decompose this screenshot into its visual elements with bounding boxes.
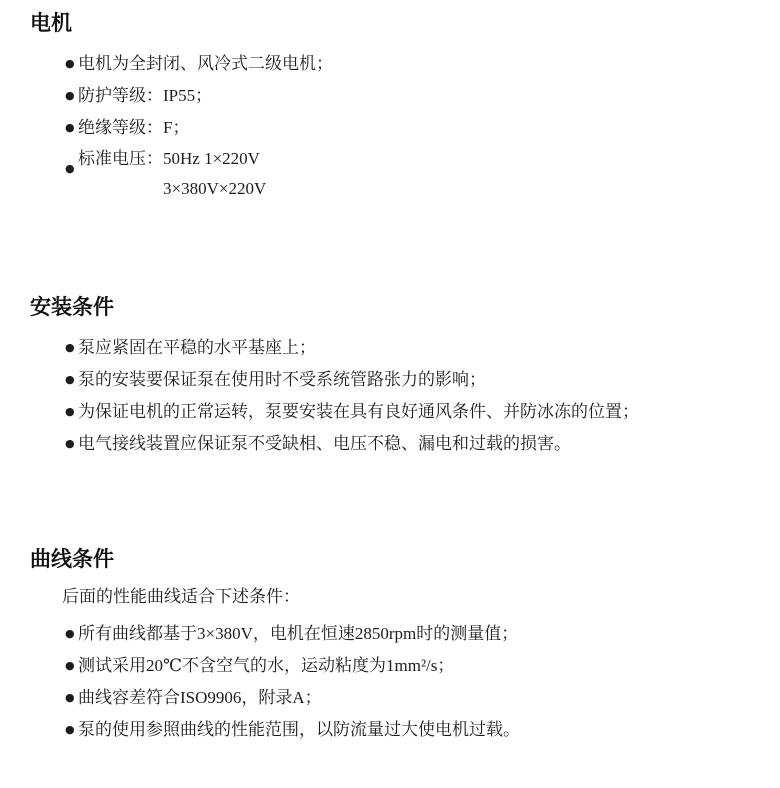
list-item <box>65 396 760 428</box>
bullet-icon: ● <box>65 723 75 736</box>
list-item <box>65 48 760 80</box>
bullet-icon: ● <box>65 659 75 672</box>
bullet-icon: ● <box>65 57 75 70</box>
section-title-curve: 曲线条件 <box>30 548 114 571</box>
list-item-text: 电气接线装置应保证泵不受缺相、电压不稳、漏电和过载的损害。 <box>78 434 571 453</box>
section-curve <box>30 548 760 746</box>
list-item <box>65 618 760 650</box>
list-item-text: 所有曲线都基于3×380V，电机在恒速2850rpm时的测量值； <box>78 624 519 643</box>
list-item <box>65 714 760 746</box>
bullet-icon: ● <box>65 89 75 102</box>
list-item-text: 泵的安装要保证泵在使用时不受系统管路张力的影响； <box>78 370 486 389</box>
installation-item-list <box>30 332 760 460</box>
list-item-voltage <box>65 144 760 204</box>
curve-item-list <box>30 618 760 746</box>
list-item <box>65 428 760 460</box>
list-item-text: 防护等级：IP55； <box>78 86 213 105</box>
section-title-installation: 安装条件 <box>30 296 114 319</box>
list-item-text: 绝缘等级：F； <box>78 118 190 137</box>
bullet-icon: ● <box>65 437 75 450</box>
list-item <box>65 682 760 714</box>
list-item-text: 泵应紧固在平稳的水平基座上； <box>78 338 316 357</box>
section-title-motor: 电机 <box>30 12 72 35</box>
voltage-value: 50Hz 1×220V <box>163 149 260 168</box>
curve-intro-text: 后面的性能曲线适合下述条件： <box>62 587 300 606</box>
list-item-text: 曲线容差符合ISO9906，附录A； <box>78 688 322 707</box>
list-item <box>65 650 760 682</box>
list-item <box>65 112 760 144</box>
voltage-values <box>163 144 266 204</box>
voltage-value: 3×380V×220V <box>163 179 267 198</box>
voltage-label: 标准电压： <box>78 149 163 168</box>
bullet-icon: ● <box>65 121 75 134</box>
bullet-icon: ● <box>65 691 75 704</box>
bullet-icon: ● <box>65 162 75 175</box>
bullet-icon: ● <box>65 341 75 354</box>
list-item <box>65 364 760 396</box>
list-item-text: 测试采用20℃不含空气的水，运动粘度为1mm²/s； <box>78 656 455 675</box>
bullet-icon: ● <box>65 405 75 418</box>
bullet-icon: ● <box>65 373 75 386</box>
motor-item-list <box>30 48 760 204</box>
list-item-text: 泵的使用参照曲线的性能范围，以防流量过大使电机过载。 <box>78 720 520 739</box>
section-installation <box>30 296 760 460</box>
section-motor <box>30 12 760 204</box>
list-item <box>65 80 760 112</box>
list-item-text: 电机为全封闭、风冷式二级电机； <box>78 54 333 73</box>
list-item-text: 为保证电机的正常运转，泵要安装在具有良好通风条件、并防冰冻的位置； <box>78 402 639 421</box>
list-item <box>65 332 760 364</box>
bullet-icon: ● <box>65 627 75 640</box>
